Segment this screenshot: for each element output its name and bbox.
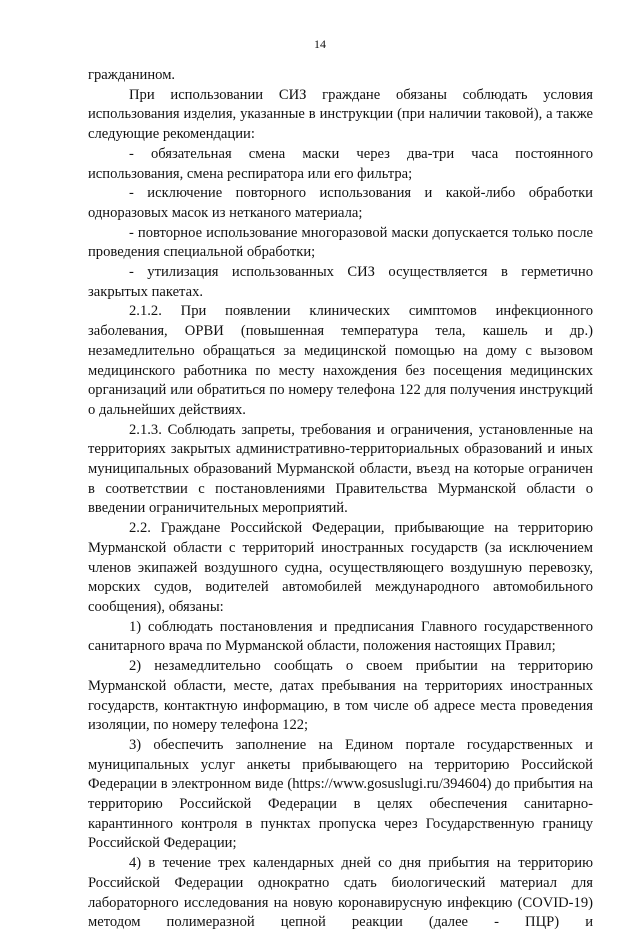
paragraph-2-1-2: 2.1.2. При появлении клинических симптомов инфекционного заболевания, ОРВИ (повышенная температура тела, кашель и др.) незамедлительно обращаться за медицинской помощью на дому с вызовом медицинского работника по месту нахождения без посещения медицинских организаций или обратиться по номеру телефона 122 для получения инструкций о дальнейших действиях. xyxy=(88,303,593,418)
list-item-reusable-mask: - повторное использование многоразовой маски допускается только после проведения специальной обработки; xyxy=(88,224,593,261)
page-number: 14 xyxy=(314,37,326,51)
paragraph-2-2: 2.2. Граждане Российской Федерации, прибывающие на территорию Мурманской области с территорий иностранных государств (за исключением членов экипажей воздушного судна, осуществляющего воздушную перевозку, морских судов, водителей автомобилей международного автомобильного сообщения), обязаны: xyxy=(88,520,593,615)
list-item-2: 2) незамедлительно сообщать о своем прибытии на территорию Мурманской области, месте, датах пребывания на территориях иностранных государств, контактную информацию, в том числе об адресе места проведения изоляции, по номеру телефона 122; xyxy=(88,658,593,734)
list-item-mask-change: - обязательная смена маски через два-три часа постоянного использования, смена респиратора или его фильтра; xyxy=(88,145,593,182)
paragraph-continuation: гражданином. xyxy=(88,67,176,83)
document-body xyxy=(88,66,593,933)
list-item-no-reuse: - исключение повторного использования и какой-либо обработки одноразовых масок из нетканого материала; xyxy=(88,185,593,221)
paragraph-2-1-3: 2.1.3. Соблюдать запреты, требования и ограничения, установленные на территориях закрытых административно-территориальных образований и иных муниципальных образований Мурманской области, въезд на которые ограничен в соответствии с постановлениями Правительства Мурманской области о введении ограничительных мероприятий. xyxy=(88,421,593,517)
list-item-disposal: - утилизация использованных СИЗ осуществляется в герметично закрытых пакетах. xyxy=(88,264,593,300)
list-item-1: 1) соблюдать постановления и предписания Главного государственного санитарного врача по Мурманской области, положения настоящих Правил; xyxy=(88,618,593,655)
list-item-3: 3) обеспечить заполнение на Едином портале государственных и муниципальных услуг анкеты прибывающего на территорию Российской Федерации в электронном виде (https://www.gosuslugi.ru/394604) до прибытия на территорию Российской Федерации в целях обеспечения санитарно-карантинного контроля в пунктах пропуска через Государственную границу Российской Федерации; xyxy=(88,736,593,852)
list-item-4: 4) в течение трех календарных дней со дня прибытия на территорию Российской Федерации однократно сдать биологический материал для лабораторного исследования на новую коронавирусную инфекцию (COVID-19) методом полимеразной цепной реакции (далее - ПЦР) и xyxy=(88,855,593,931)
paragraph-ppe-usage: При использовании СИЗ граждане обязаны соблюдать условия использования изделия, указанные в инструкции (при наличии таковой), а также следующие рекомендации: xyxy=(88,86,593,143)
